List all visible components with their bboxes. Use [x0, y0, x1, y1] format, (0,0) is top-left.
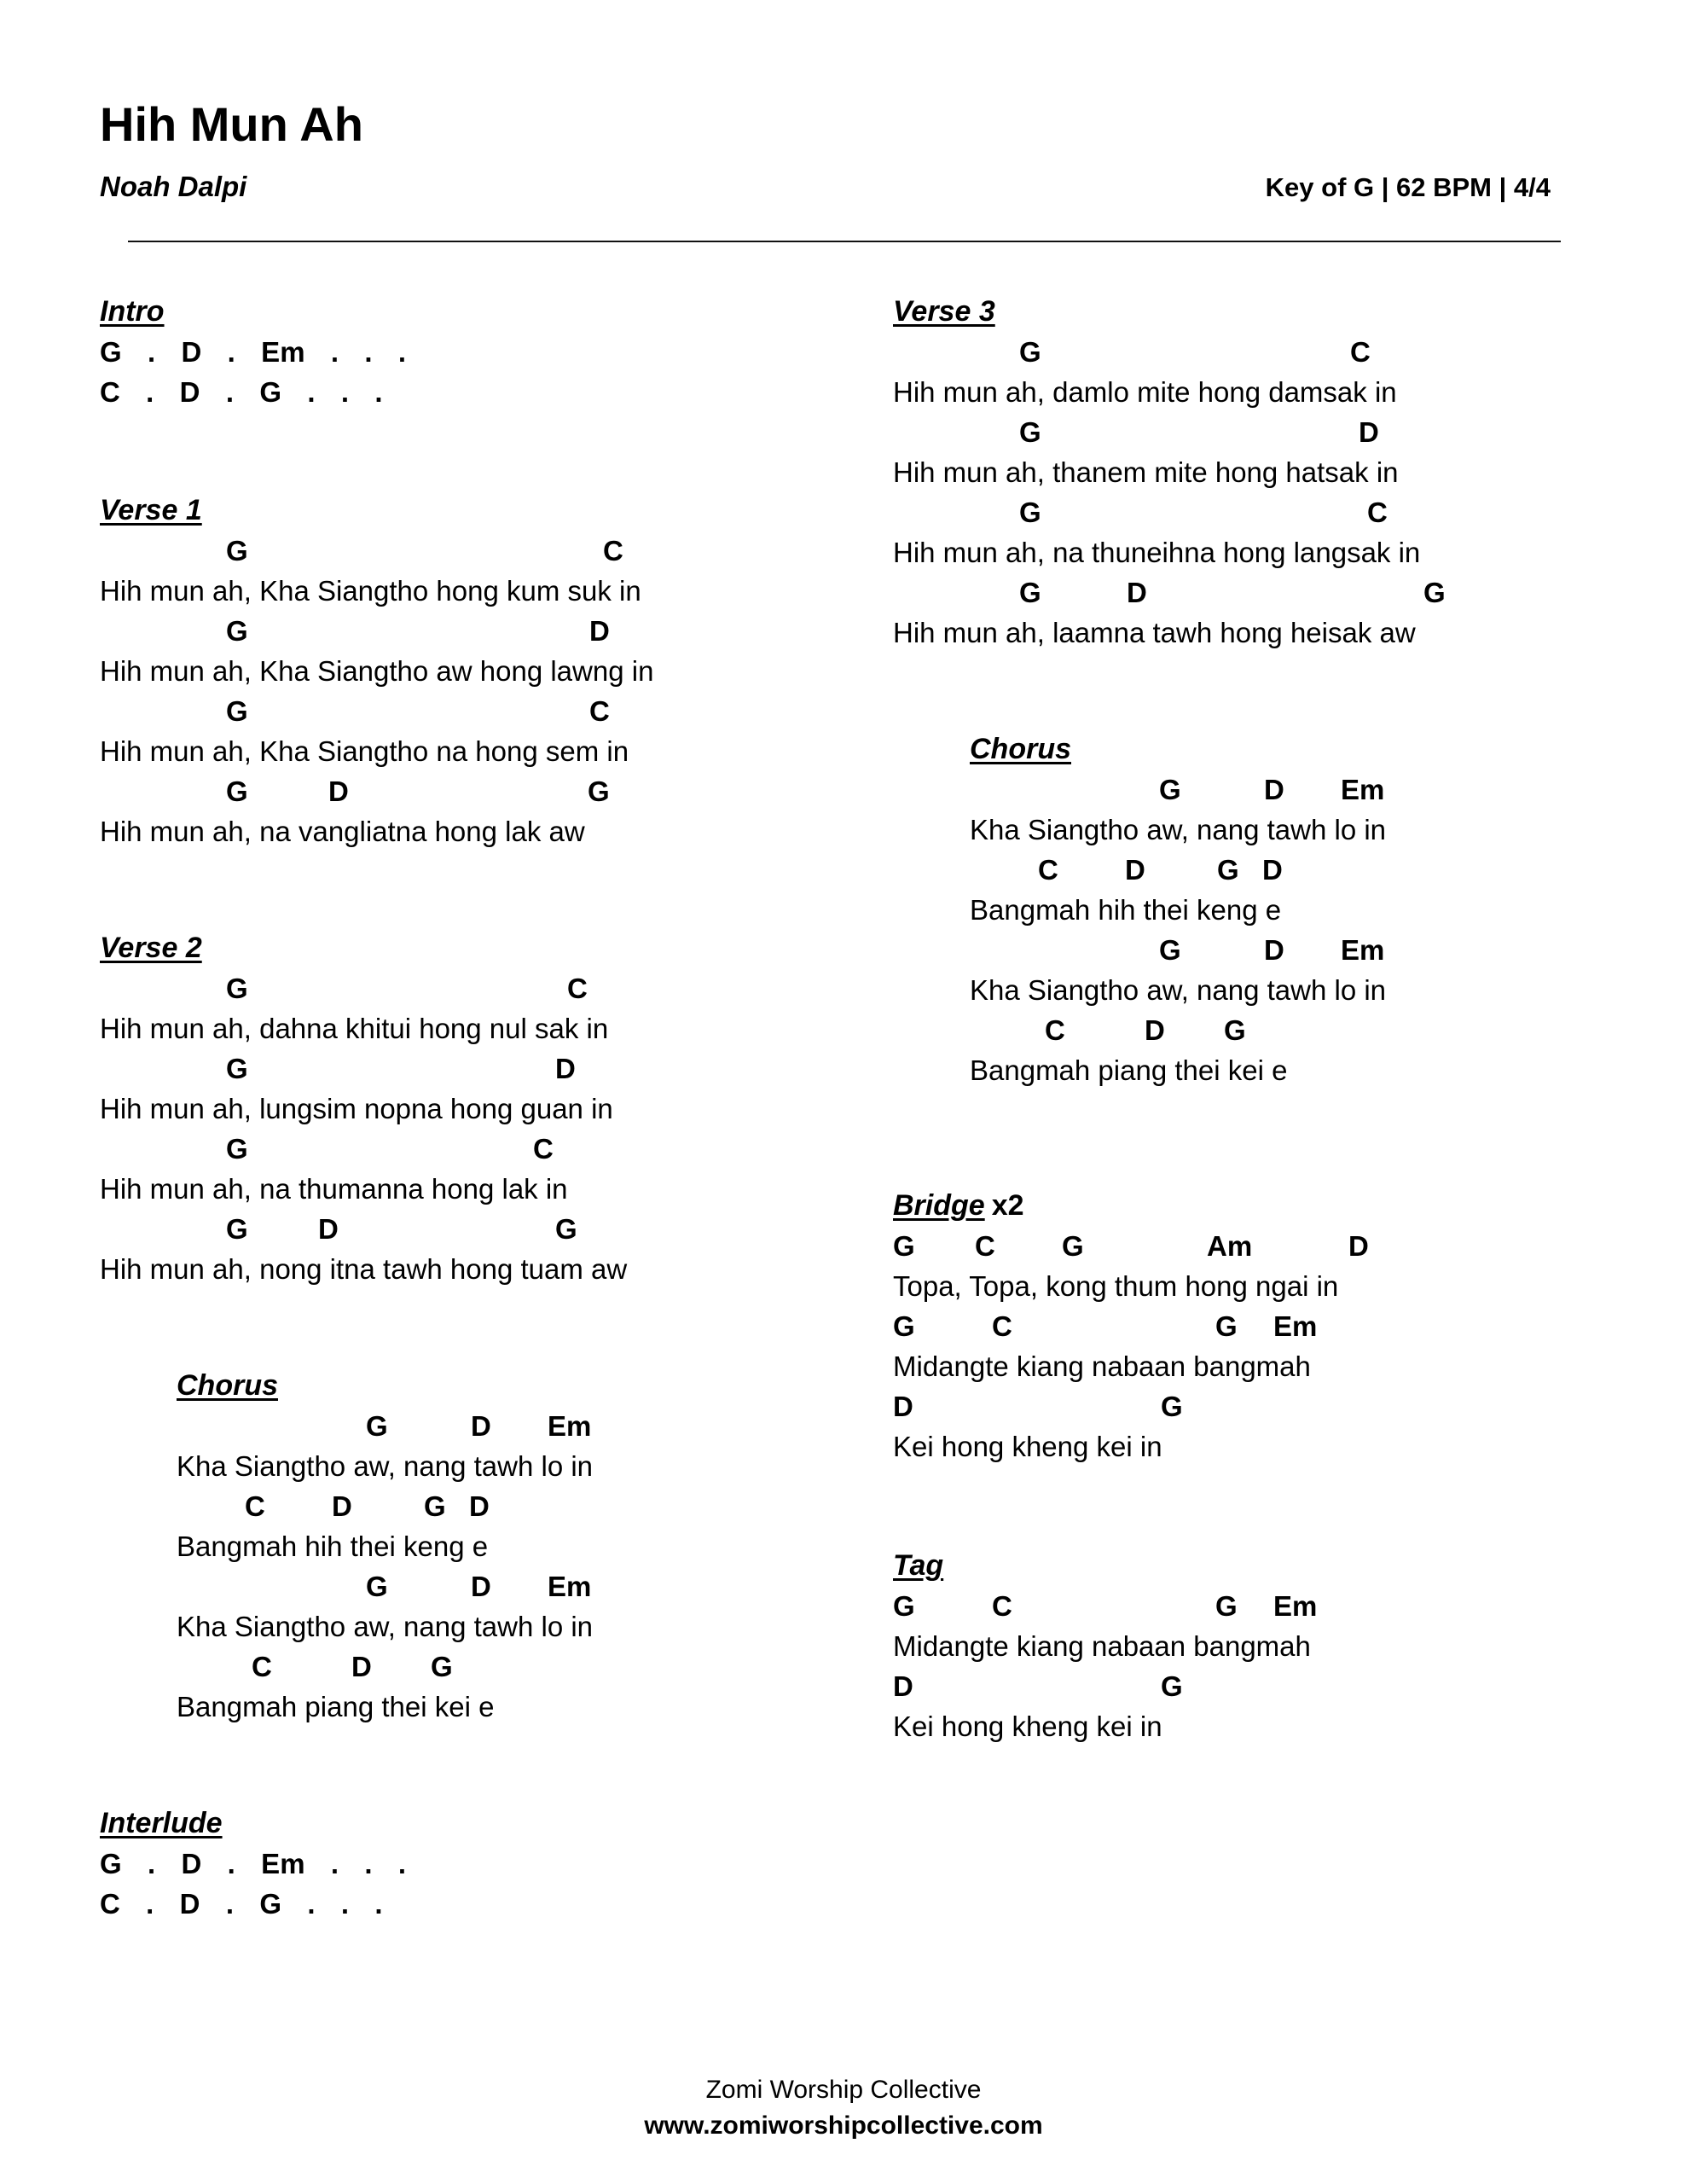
chord-line	[893, 572, 1446, 613]
chord: G	[1159, 934, 1181, 966]
lyric-line: Hih mun ah, Kha Siangtho aw hong lawng in	[100, 655, 654, 687]
chord: G	[424, 1490, 446, 1522]
section-label: Chorus	[970, 733, 1071, 765]
chord: G	[226, 535, 248, 566]
section-label	[893, 1186, 1338, 1226]
chord: G	[893, 1230, 915, 1262]
chord: G	[431, 1651, 453, 1682]
chord-line	[893, 332, 1420, 372]
lyric-line: Midangte kiang nabaan bangmah	[893, 1630, 1311, 1662]
section-chorus-left	[177, 1366, 593, 1727]
lyric-line: Hih mun ah, nong itna tawh hong tuam aw	[100, 1253, 628, 1285]
chord: G	[1062, 1230, 1084, 1262]
chord: G	[1215, 1590, 1238, 1622]
chord-line	[100, 1129, 627, 1169]
chord: G	[1159, 774, 1181, 805]
chord: D	[1264, 934, 1284, 966]
chord: G	[893, 1590, 915, 1622]
chord: G	[1161, 1670, 1183, 1702]
chord: D	[471, 1410, 491, 1442]
lyric-line: Hih mun ah, dahna khitui hong nul sak in	[100, 1013, 609, 1044]
chord: Em	[1273, 1310, 1318, 1342]
section-bridge	[893, 1186, 1369, 1467]
chord-line	[893, 1386, 1338, 1426]
chord-line: C . D . G . . .	[100, 1888, 383, 1920]
chord: G	[1217, 854, 1239, 886]
chord-line	[100, 771, 653, 811]
lyric-line: Kei hong kheng kei in	[893, 1711, 1162, 1742]
lyric-line: Topa, Topa, kong thum hong ngai in	[893, 1270, 1339, 1302]
footer-website-link[interactable]: www.zomiworshipcollective.com	[644, 2111, 1043, 2140]
chord: D	[1264, 774, 1284, 805]
lyric-line: Hih mun ah, lungsim nopna hong guan in	[100, 1093, 613, 1124]
lyric-line: Bangmah hih thei keng e	[177, 1531, 489, 1562]
chord: G	[226, 1133, 248, 1165]
chord: G	[226, 1213, 248, 1245]
chord: G	[226, 615, 248, 647]
chord: G	[1224, 1014, 1246, 1046]
chord: G	[1215, 1310, 1238, 1342]
chord: Em	[548, 1571, 592, 1602]
header-divider	[128, 241, 1561, 242]
lyric-line: Midangte kiang nabaan bangmah	[893, 1350, 1311, 1382]
chord: C	[252, 1651, 272, 1682]
chord: D	[351, 1651, 372, 1682]
chord-line	[893, 1666, 1311, 1706]
chord: G	[226, 695, 248, 727]
section-chorus-right	[970, 729, 1386, 1090]
chord: D	[1348, 1230, 1369, 1262]
lyric-line: Hih mun ah, na vangliatna hong lak aw	[100, 816, 585, 847]
chord: G	[1423, 577, 1446, 608]
chord: C	[992, 1310, 1012, 1342]
lyric-line: Hih mun ah, Kha Siangtho hong kum suk in	[100, 575, 641, 607]
chord-line	[893, 1306, 1338, 1346]
chord: G	[1019, 416, 1041, 448]
chord: C	[1045, 1014, 1065, 1046]
section-label: Chorus	[177, 1369, 278, 1402]
chord: D	[1127, 577, 1147, 608]
repeat-count: x2	[991, 1189, 1024, 1222]
section-label: Verse 1	[100, 494, 202, 526]
chord: C	[992, 1590, 1012, 1622]
chord: D	[893, 1670, 913, 1702]
chord: Em	[548, 1410, 592, 1442]
lyric-line: Kha Siangtho aw, nang tawh lo in	[970, 814, 1387, 845]
lyric-line: Hih mun ah, Kha Siangtho na hong sem in	[100, 735, 629, 767]
chord-line	[177, 1406, 593, 1446]
lyric-line: Kha Siangtho aw, nang tawh lo in	[177, 1450, 594, 1482]
lyric-line: Hih mun ah, damlo mite hong damsak in	[893, 376, 1397, 408]
chord: G	[366, 1410, 388, 1442]
chord: G	[1019, 336, 1041, 368]
chord: G	[226, 1053, 248, 1084]
chord: D	[332, 1490, 352, 1522]
section-label: Verse 3	[893, 295, 995, 328]
chord: D	[589, 615, 610, 647]
chord: G	[366, 1571, 388, 1602]
chord-line	[970, 1010, 1386, 1050]
lyric-line: Bangmah hih thei keng e	[970, 894, 1282, 926]
chord: C	[589, 695, 610, 727]
chord-line: G . D . Em . . .	[100, 336, 407, 368]
chord-line	[100, 968, 627, 1008]
chord: C	[603, 535, 623, 566]
chord-line	[100, 1209, 627, 1249]
chord: C	[1038, 854, 1058, 886]
lyric-line: Bangmah piang thei kei e	[177, 1691, 495, 1722]
chord-line	[100, 531, 653, 571]
chord: G	[1161, 1391, 1183, 1422]
section-interlude	[100, 1804, 406, 1924]
chord: G	[893, 1310, 915, 1342]
chord: C	[567, 973, 588, 1004]
section-label: Interlude	[100, 1807, 223, 1839]
chord-line: G . D . Em . . .	[100, 1848, 407, 1879]
section-label: Verse 2	[100, 932, 202, 964]
chord-line	[100, 1048, 627, 1089]
section-tag	[893, 1546, 1318, 1746]
chord-line	[970, 770, 1386, 810]
chord: D	[318, 1213, 339, 1245]
chord: Em	[1341, 934, 1385, 966]
chord-line	[177, 1647, 593, 1687]
chord: C	[533, 1133, 554, 1165]
chord: C	[975, 1230, 995, 1262]
section-label-text: Bridge	[893, 1189, 985, 1222]
chord-line	[970, 850, 1386, 890]
chord: G	[226, 775, 248, 807]
chord: D	[555, 1053, 576, 1084]
chord-line	[970, 930, 1386, 970]
lyric-line: Bangmah piang thei kei e	[970, 1054, 1288, 1086]
chord: Em	[1341, 774, 1385, 805]
chord-line	[100, 691, 653, 731]
chord-line	[893, 1586, 1318, 1626]
chord: Em	[1273, 1590, 1318, 1622]
song-meta: Key of G | 62 BPM | 4/4	[1265, 172, 1551, 202]
chord-line: C . D . G . . .	[100, 376, 383, 408]
chord: D	[1145, 1014, 1165, 1046]
chord: G	[226, 973, 248, 1004]
lyric-line: Hih mun ah, thanem mite hong hatsak in	[893, 456, 1399, 488]
chord-line	[893, 1226, 1369, 1266]
chord: D	[1359, 416, 1379, 448]
chord-line	[177, 1486, 593, 1526]
lyric-line: Hih mun ah, laamna tawh hong heisak aw	[893, 617, 1416, 648]
chord: C	[1350, 336, 1371, 368]
section-verse-3	[893, 292, 1446, 653]
lyric-line: Hih mun ah, na thuneihna hong langsak in	[893, 537, 1421, 568]
section-verse-2	[100, 928, 627, 1289]
lyric-line: Kha Siangtho aw, nang tawh lo in	[177, 1611, 594, 1642]
section-label: Tag	[893, 1549, 944, 1582]
chord: C	[245, 1490, 265, 1522]
chord-line	[177, 1566, 593, 1606]
chord: D	[471, 1571, 491, 1602]
song-artist: Noah Dalpi	[100, 171, 247, 202]
chord: D	[328, 775, 349, 807]
chord-line	[893, 492, 1420, 532]
chord-line	[100, 611, 653, 651]
footer-organization: Zomi Worship Collective	[705, 2076, 982, 2104]
chord: D	[469, 1490, 490, 1522]
chord: D	[1125, 854, 1145, 886]
section-intro	[100, 292, 406, 412]
song-title: Hih Mun Ah	[100, 97, 363, 151]
chord: D	[1262, 854, 1283, 886]
chord: C	[1367, 497, 1388, 528]
chord: G	[588, 775, 610, 807]
chord: Am	[1207, 1230, 1253, 1262]
lyric-line: Hih mun ah, na thumanna hong lak in	[100, 1173, 568, 1205]
lyric-line: Kei hong kheng kei in	[893, 1431, 1162, 1462]
chord: D	[893, 1391, 913, 1422]
chord: G	[1019, 497, 1041, 528]
chord-line	[893, 412, 1420, 452]
chord: G	[555, 1213, 577, 1245]
section-label: Intro	[100, 295, 165, 328]
lyric-line: Kha Siangtho aw, nang tawh lo in	[970, 974, 1387, 1006]
chord: G	[1019, 577, 1041, 608]
section-verse-1	[100, 491, 653, 851]
